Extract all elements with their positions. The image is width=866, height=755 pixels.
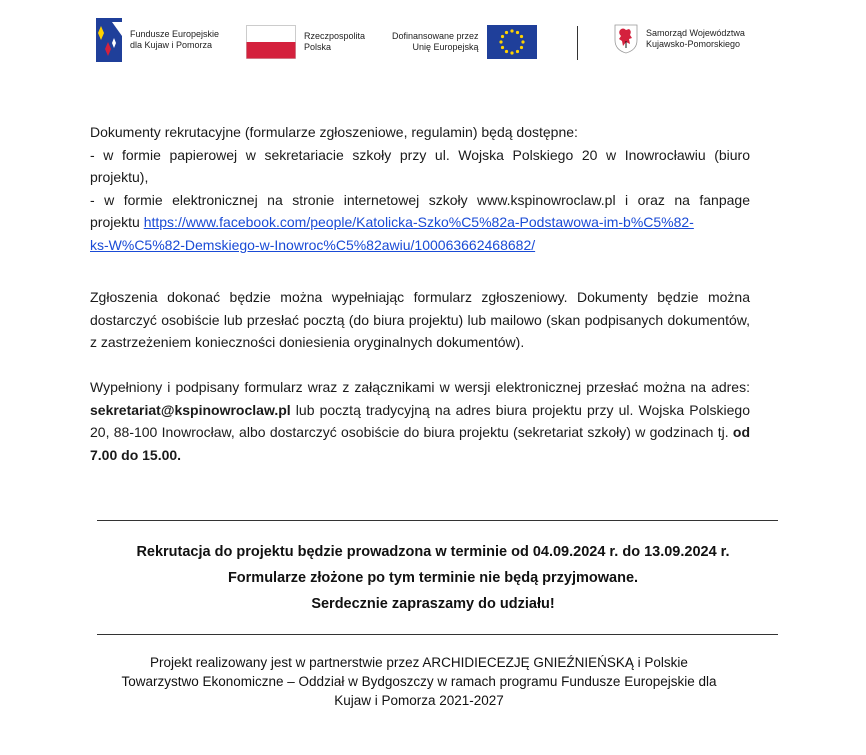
logo-bar: [0, 16, 866, 66]
fe-emblem-icon: [96, 18, 122, 62]
availability-paragraph: [90, 121, 750, 256]
notice-line-deadline: Formularze złożone po tym terminie nie będą przyjmowane.: [227, 570, 639, 586]
fundusze-europejskie-logo: [96, 18, 219, 62]
kp-logo-line2: Kujawsko-Pomorskiego: [646, 39, 741, 49]
fanpage-prefix: projektu: [90, 214, 144, 230]
rp-logo-line2: Polska: [304, 42, 332, 52]
footer-line3: Kujaw i Pomorza 2021-2027: [334, 693, 504, 708]
notice-line-dates: Rekrutacja do projektu będzie prowadzona w terminie od 04.09.2024 r. do 13.09.2024 r.: [136, 544, 730, 560]
fe-logo-line1: Fundusze Europejskie: [130, 29, 220, 39]
school-email: sekretariat@kspinowroclaw.pl: [90, 401, 291, 418]
office-hours: od 7.00 do 15.00.: [90, 424, 750, 463]
rp-logo-line1: Rzeczpospolita: [304, 31, 366, 41]
fanpage-line: [90, 211, 750, 234]
paper-form-line: - w formie papierowej w sekretariacie szkoły przy ul. Wojska Polskiego 20 w Inowrocławiu (biuro: [90, 146, 750, 163]
eu-logo-line2: Unię Europejską: [412, 42, 479, 52]
paper-form-line-end: projektu),: [90, 169, 149, 185]
facebook-link-part1[interactable]: https://www.facebook.com/people/Katolicka-Szko%C5%82a-Podstawowa-im-b%C5%82-: [143, 214, 694, 230]
recruitment-notice: [0, 539, 866, 617]
submission-paragraph: Zgłoszenia dokonać będzie można wypełniając formularz zgłoszeniowy. Dokumenty będzie można dostarczyć osobiście lub przesłać pocztą (do biura projektu) lub mailowo (skan podpisanych dokumentów, z zastrzeżeniem konieczności doniesienia oryginalnych dokumentów).: [90, 289, 750, 350]
delivery-text-start: Wypełniony i podpisany formularz wraz z załącznikami w wersji elektronicznej przesłać można na adres:: [90, 379, 750, 395]
polish-flag-icon: [246, 25, 296, 59]
eu-logo-line1: Dofinansowane przez: [392, 31, 479, 41]
rzeczpospolita-logo: [246, 25, 365, 59]
bottom-separator: [97, 634, 778, 635]
notice-line-invitation: Serdecznie zapraszamy do udziału!: [311, 596, 555, 612]
kp-logo-line1: Samorząd Województwa: [646, 28, 745, 38]
availability-intro: Dokumenty rekrutacyjne (formularze zgłoszeniowe, regulamin) będą dostępne:: [90, 124, 578, 140]
eu-cofunded-logo: [392, 25, 537, 59]
fe-logo-line2: dla Kujaw i Pomorza: [130, 40, 213, 50]
facebook-link-part2[interactable]: ks-W%C5%82-Demskiego-w-Inowroc%C5%82awiu/100063662468682/: [90, 236, 536, 253]
electronic-form-line: - w formie elektronicznej na stronie internetowej szkoły www.kspinowroclaw.pl i oraz na fanpage: [90, 191, 750, 208]
kujawsko-pomorskie-crest-icon: [614, 24, 638, 54]
footer-line1: Projekt realizowany jest w partnerstwie przez ARCHIDIECEZJĘ GNIEŹNIEŃSKĄ i Polskie: [150, 655, 688, 670]
delivery-paragraph: [90, 376, 750, 466]
project-footer: [0, 653, 838, 710]
logo-divider: [577, 26, 578, 60]
eu-flag-icon: [487, 25, 537, 59]
samorzad-logo: [614, 24, 745, 54]
delivery-text-middle: lub pocztą tradycyjną na adres biura projektu przy ul. Wojska Polskiego 20, 88-100 Inowrocław, albo dostarczyć osobiście do biura projektu (sekretariat szkoły) w godzinach tj.: [90, 401, 750, 440]
fanpage-link-line2: [90, 234, 750, 257]
footer-line2: Towarzystwo Ekonomiczne – Oddział w Bydgoszczy w ramach programu Fundusze Europejskie dla: [121, 674, 717, 689]
top-separator: [97, 520, 778, 521]
